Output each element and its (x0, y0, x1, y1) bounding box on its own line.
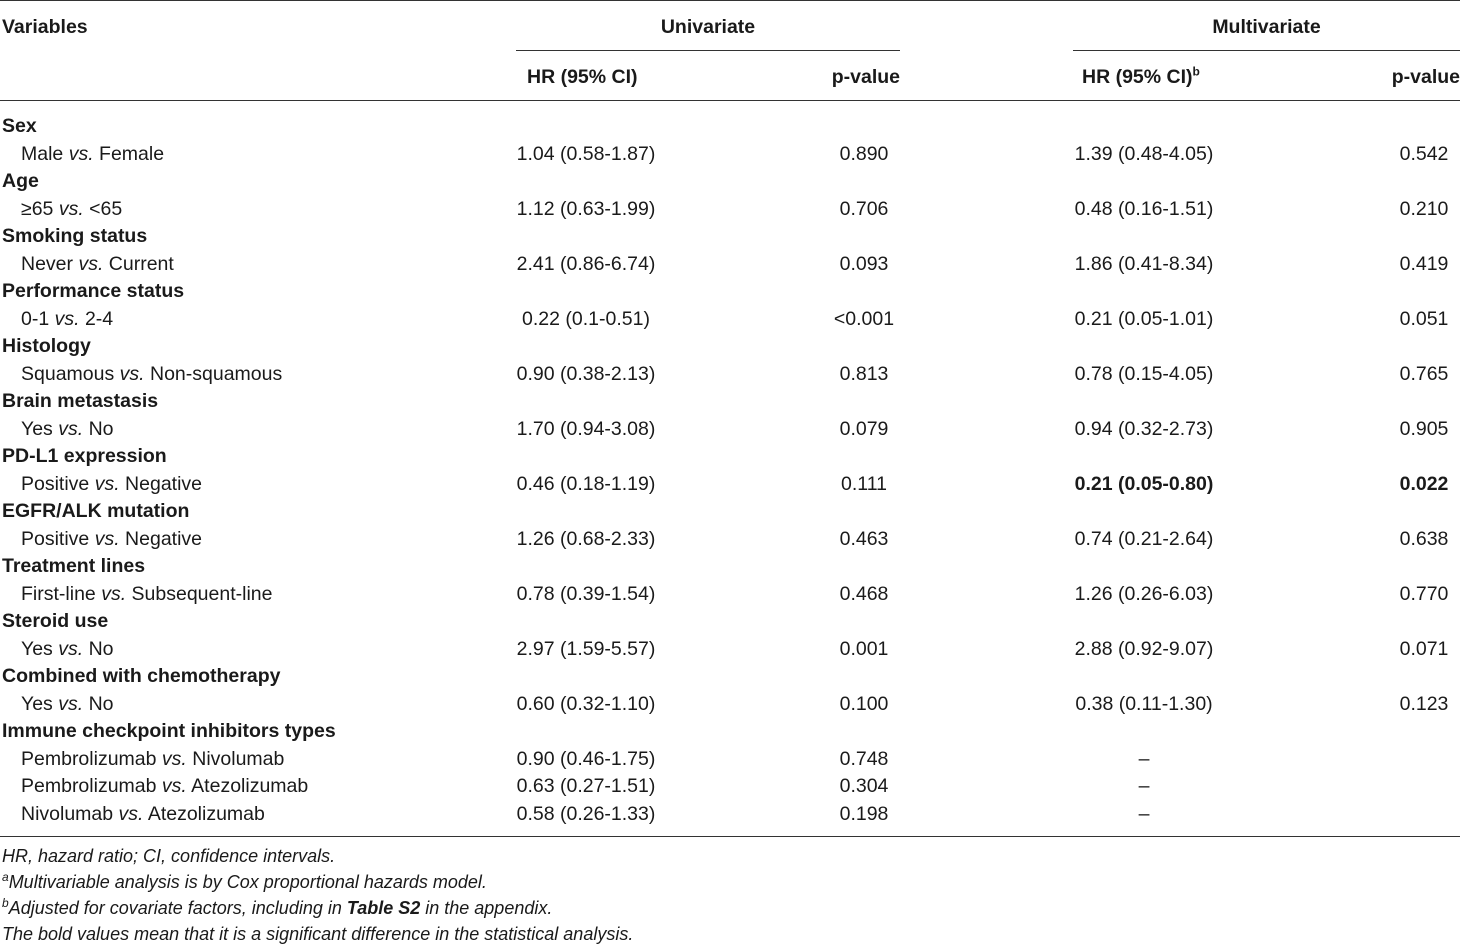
header-multivariate: Multivariate (1212, 16, 1321, 38)
header-p-value: p-value (831, 66, 900, 88)
multivariate-hr-cell: 0.94 (0.32-2.73) (1074, 417, 1214, 440)
univariate-p-cell: 0.100 (839, 692, 889, 715)
univariate-p-cell: 0.111 (841, 472, 887, 495)
multivariate-hr-cell: 0.74 (0.21-2.64) (1074, 527, 1214, 550)
multivariate-hr-cell: 1.26 (0.26-6.03) (1074, 582, 1214, 605)
univariate-hr-cell: 0.60 (0.32-1.10) (516, 692, 656, 715)
group-heading: Performance status (2, 280, 185, 302)
multivariate-p-cell: 0.765 (1399, 362, 1449, 385)
group-heading: PD-L1 expression (2, 445, 167, 467)
univariate-p-cell: <0.001 (833, 307, 895, 330)
footnote-a: $^a$Multivariable analysis is by Cox proportional hazards model. (2, 870, 487, 892)
footnote-bold-values: The bold values mean that it is a significant difference in the statistical analysis. (2, 924, 634, 944)
univariate-hr-cell: 0.90 (0.38-2.13) (516, 362, 656, 385)
univariate-p-cell: 0.001 (839, 637, 889, 660)
multivariate-p-cell: 0.022 (1399, 472, 1449, 495)
group-heading: Treatment lines (2, 555, 146, 577)
univariate-p-cell: 0.468 (839, 582, 889, 605)
multivariate-hr-cell: 0.38 (0.11-1.30) (1075, 692, 1213, 715)
group-heading: Steroid use (2, 610, 109, 632)
univariate-p-cell: 0.093 (839, 252, 889, 275)
univariate-hr-cell: 0.63 (0.27-1.51) (516, 775, 656, 797)
univariate-p-cell: 0.198 (839, 802, 889, 825)
comparison-label: Positive vs. Negative (21, 472, 203, 495)
multivariate-underline (1073, 50, 1460, 51)
univariate-p-cell: 0.748 (839, 747, 889, 770)
comparison-label: Nivolumab vs. Atezolizumab (21, 802, 265, 825)
multivariate-p-cell: 0.905 (1399, 417, 1449, 440)
univariate-hr-cell: 1.26 (0.68-2.33) (516, 527, 656, 550)
univariate-p-cell: 0.079 (839, 417, 889, 440)
multivariate-p-cell: 0.123 (1399, 692, 1449, 715)
multivariate-p-cell: 0.051 (1399, 307, 1449, 330)
multivariate-hr-cell: – (1138, 747, 1150, 770)
multivariate-p-cell: 0.071 (1399, 637, 1449, 660)
univariate-p-cell: 0.890 (839, 142, 889, 165)
group-heading: EGFR/ALK mutation (2, 500, 190, 522)
univariate-hr-cell: 0.46 (0.18-1.19) (516, 472, 656, 495)
multivariate-p-cell: 0.419 (1399, 252, 1449, 275)
comparison-label: Pembrolizumab vs. Atezolizumab (21, 775, 309, 797)
comparison-label: Yes vs. No (21, 692, 114, 715)
multivariate-hr-cell: 0.78 (0.15-4.05) (1074, 362, 1214, 385)
univariate-p-cell: 0.463 (839, 527, 889, 550)
multivariate-hr-cell: 0.21 (0.05-0.80) (1074, 472, 1214, 495)
univariate-hr-cell: 1.04 (0.58-1.87) (516, 142, 656, 165)
group-heading: Histology (2, 335, 91, 357)
univariate-hr-cell: 2.97 (1.59-5.57) (516, 637, 656, 660)
comparison-label: First-line vs. Subsequent-line (21, 582, 273, 605)
header-variables: Variables (2, 16, 88, 38)
univariate-hr-cell: 0.90 (0.46-1.75) (516, 747, 656, 770)
multivariate-hr-cell: – (1138, 775, 1150, 797)
multivariate-hr-cell: – (1138, 802, 1150, 825)
footnote-abbreviations: HR, hazard ratio; CI, confidence intervals. (2, 846, 336, 866)
multivariate-hr-cell: 1.86 (0.41-8.34) (1074, 252, 1214, 275)
header-hr-ci-multi: HR (95% CI)$^b$ (1082, 64, 1200, 88)
univariate-hr-cell: 1.70 (0.94-3.08) (516, 417, 656, 440)
multivariate-p-cell: 0.770 (1399, 582, 1449, 605)
multivariate-hr-cell: 1.39 (0.48-4.05) (1074, 142, 1214, 165)
header-hr-ci: HR (95% CI) (527, 66, 638, 88)
univariate-hr-cell: 1.12 (0.63-1.99) (516, 197, 656, 220)
univariate-hr-cell: 0.22 (0.1-0.51) (522, 307, 650, 330)
header-p-value-multi: p-value (1391, 66, 1460, 88)
multivariate-p-cell: 0.638 (1399, 527, 1449, 550)
group-heading: Immune checkpoint inhibitors types (2, 720, 336, 742)
multivariate-hr-cell: 2.88 (0.92-9.07) (1074, 637, 1214, 660)
univariate-hr-cell: 2.41 (0.86-6.74) (516, 252, 656, 275)
comparison-label: 0-1 vs. 2-4 (21, 307, 114, 330)
univariate-p-cell: 0.706 (839, 197, 889, 220)
group-heading: Brain metastasis (2, 390, 159, 412)
comparison-label: Positive vs. Negative (21, 527, 203, 550)
comparison-label: ≥65 vs. <65 (21, 197, 123, 220)
footnote-b: $^b$Adjusted for covariate factors, including in Table S2 in the appendix. (2, 896, 553, 918)
comparison-label: Pembrolizumab vs. Nivolumab (21, 747, 285, 770)
univariate-p-cell: 0.304 (839, 775, 889, 797)
multivariate-p-cell: 0.210 (1399, 197, 1449, 220)
univariate-underline (516, 50, 900, 51)
comparison-label: Squamous vs. Non-squamous (21, 362, 283, 385)
group-heading: Age (2, 170, 39, 192)
univariate-p-cell: 0.813 (839, 362, 889, 385)
header-univariate: Univariate (660, 16, 756, 38)
group-heading: Combined with chemotherapy (2, 665, 281, 687)
group-heading: Smoking status (2, 225, 148, 247)
comparison-label: Male vs. Female (21, 142, 165, 165)
header-bottom-rule (0, 100, 1460, 101)
group-heading: Sex (2, 115, 37, 137)
univariate-hr-cell: 0.58 (0.26-1.33) (516, 802, 656, 825)
comparison-label: Never vs. Current (21, 252, 174, 275)
univariate-hr-cell: 0.78 (0.39-1.54) (516, 582, 656, 605)
comparison-label: Yes vs. No (21, 637, 114, 660)
comparison-label: Yes vs. No (21, 417, 114, 440)
table-bottom-rule (0, 836, 1460, 837)
multivariate-hr-cell: 0.21 (0.05-1.01) (1074, 307, 1214, 330)
top-rule (0, 0, 1460, 1)
multivariate-p-cell: 0.542 (1399, 142, 1449, 165)
multivariate-hr-cell: 0.48 (0.16-1.51) (1074, 197, 1214, 220)
